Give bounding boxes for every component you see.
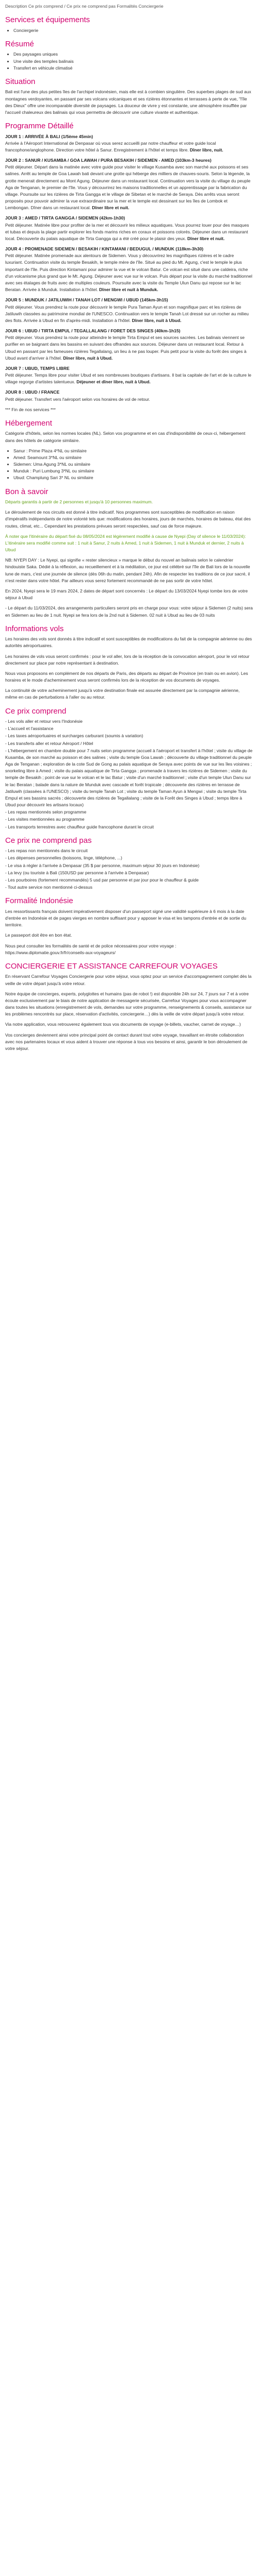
prix-ne-comprend-pas-title: Ce prix ne comprend pas: [5, 836, 92, 845]
prix-comprend-title: Ce prix comprend: [5, 706, 67, 716]
paragraph: En réservant Carrefour Voyages Conciergerie pour votre séjour, vous optez pour un service d'accompagnement complet dès la veille de votre départ jusqu'à votre retour.: [5, 974, 252, 986]
paragraph: Le passeport doit être en bon état.: [5, 933, 72, 938]
day-body: Petit déjeuner. Vous prendrez la route pour découvrir le temple Pura Taman Ayun et son magnifique parc et les rizières de Jatiluwih classées au patrimoine mondial de l'UNESCO. Continuation vers le temple Tanah Lot dressé sur un rocher au milieu des flots. Arrivée à Ubud en fin d'après-midi. Installation à l'hôtel.: [5, 304, 249, 323]
list-item: • Amed: Seamount 3*NL ou similaire: [13, 454, 253, 461]
day-2: [5, 157, 253, 211]
paragraph: Les horaires de vols vous seront confirmés : pour le vol aller, lors de la réception de la convocation aéroport, pour le vol retour directement sur place par notre représentant à destination.: [5, 653, 250, 666]
paragraph: Nous peut consulter les formalités de santé et de police nécessaires pour votre voyage : https://www.diplomatie.gouv.fr/fr/conseils-aux-voyageurs/: [5, 943, 176, 955]
programme-end-note: *** Fin de nos services ***: [5, 406, 56, 412]
situation-text: Bali est l'une des plus petites îles de l'archipel indonésien, mais elle est à combien singulière. Des superbes plages de sud aux montagnes verdoyantes, en passant par ses volcans volcaniques et ses rizières étonnantes et terrasses à perte de vue, "l'île des Dieux" offre une incomparable diversité de paysages. La douceur de vivre y est constante, une atmosphère insufflée par l'accueil chaleureux des balinais qui vous permettra de découvrir une culture vivante et authentique.: [5, 89, 251, 115]
list-item: • Conciergerie: [13, 27, 253, 34]
day-title: JOUR 3 : AMED / TIRTA GANGGA / SIDEMEN (42km-1h30): [5, 215, 125, 221]
list-item: • Sanur : Prime Plaza 4*NL ou similaire: [13, 448, 253, 454]
section-nav: Description Ce prix comprend / Ce prix ne comprend pas Formalités Conciergerie: [5, 4, 164, 9]
conciergerie-section: [5, 961, 253, 1052]
list-item: • Une visite des temples balinais: [13, 58, 253, 65]
day-6: [5, 328, 253, 362]
day-title: JOUR 6 : UBUD / TIRTA EMPUL / TEGALLALANG / FORET DES SINGES (40km-1h15): [5, 328, 181, 334]
situation-section: [5, 77, 253, 116]
list-item: - La levy (ou touriste à Bali (150USD par personne à l'arrivée à Denpasar): [5, 870, 149, 875]
bon-a-savoir-section: [5, 487, 253, 619]
paragraph: NB: NYEPI DAY : Le Nyepi, qui signifie « rester silencieux » marque le début du nouvel an balinais selon le calendrier hindouiste Saka. Dédié à la réflexion, au recueillement et à la méditation, ce jour est célébré sur l'île de Bali lors de la nouvelle lune de mars, c'est une journée de silence (dès 06h du matin, pendant 24h). Afin de respecter les traditions de ce jour sacré, il n'est rester dans votre hôtel. Par ailleurs vous serez fortement recommandé de ne pas sortir de votre hôtel.: [5, 557, 250, 583]
paragraph: À noter que l'itinéraire du départ fixé du 08/05/2024 est légèrement modifié à cause de Nyepi (Day of silence le 11/03/2024): L'itinéraire sera modifié comme suit : 1 nuit à Sanur, 2 nuits à Amed, 1 nuit à Sidemen, 1 nuit à Munduk et dernier, 2 nuits à Ubud: [5, 533, 246, 553]
paragraph: Les horaires des vols sont donnés à titre indicatif et sont susceptibles de modifications du fait de la compagnie aérienne ou des autorités aéroportuaires.: [5, 636, 252, 649]
day-body: Petit déjeuner. Matinée promenade aux alentours de Sidemen. Vous y découvrirez les magnifiques rizières et le cadre luxuriant. Continuation visite du temple Besakih, le temple mère de l'île. Situé au pied du Mt. Agung, c'est le temple le plus important de l'île. Puis direction Kintamani pour admirer la vue et le volcan Batur. Ce volcan est situé dans une caldeira, riche d'un volcanisme plus grand que le Mt. Agung. Déjeuner avec vue sur le volcan. Puis départ pour la visite du marché traditionnel avec ses étalages de fruits avec de multiples couleurs. Poursuite avec la visite du Temple Ulun Danu qui repose sur le lac Beratan. Arrivée à Munduk. Installation à l'hôtel.: [5, 253, 252, 293]
list-item: - Les transports terrestres avec chauffeur guide francophone durant le circuit: [5, 824, 154, 829]
resume-title: Résumé: [5, 39, 34, 48]
paragraph: Via notre application, vous retrouverez également tous vos documents de voyage (e-billets, vaucher, carnet de voyage…): [5, 1022, 241, 1027]
paragraph: Vos concierges deviennent ainsi votre principal point de contact durant tout votre voyage, travaillant en étroite collaboration avec nos partenaires locaux et vous aident à trouver une réponse à tous vos besoins et ainsi, garantir le bon déroulement de votre séjour.: [5, 1032, 248, 1051]
resume-list: [5, 51, 253, 72]
day-body: Petit déjeuner. Vous prendrez la route pour atteindre le temple Tirta Empul et ses sources sacrées. Les balinais viennent se purifier en se baignant dans les bassins en suivant des offrandes aux sources. Déjeuner dans un restaurant local. Retour à Ubud en passant par les fameuses rizières Tegallalang, un lieu à ne pas louper. Puis petit pour la visite du forêt des singes à Ubud avant d'arriver à l'hôtel.: [5, 335, 247, 361]
day-7: [5, 365, 253, 386]
day-title: JOUR 2 : SANUR / KUSAMBA / GOA LAWAH / PURA BESAKIH / SIDEMEN - AMED (103km-3 heures): [5, 158, 212, 163]
day-title: JOUR 8 : UBUD / FRANCE: [5, 389, 60, 395]
formalite-section: [5, 896, 253, 956]
list-item: - Les taxes aéroportuaires et surcharges carburant (soumis à variation): [5, 733, 143, 739]
conciergerie-title: CONCIERGERIE ET ASSISTANCE CARREFOUR VOYAGES: [5, 961, 218, 971]
list-item: - Les transferts aller et retour Aéroport / Hôtel: [5, 740, 93, 746]
paragraph: Nous vous proposons en complément de nos départs de Paris, des départs au départ de Province (en train ou en avion). Les horaires et le mode d'acheminement vous seront confirmés lors de la réception de vos documents de voyages.: [5, 670, 248, 683]
resume-section: [5, 39, 253, 72]
hebergement-section: [5, 418, 253, 482]
hebergement-title: Hébergement: [5, 418, 52, 428]
list-item: - Les pourboires (fortement recommandés) 5 usd par personne et par jour pour le chauffeur & guide: [5, 877, 199, 883]
paragraph: - Le départ du 11/03/2024, des arrangements particuliers seront pris en charge pour vous: votre séjour à Sidemen (2 nuits) sera en Sidemen au lieu de 1 nuit. Nyepi se fera lors de la 2nd nuit à Sidemen. 02 nuit à Ubud au lieu de 03 nuits: [5, 605, 253, 618]
paragraph: La continuité de votre acheminement jusqu'à votre destination finale est assurée directement par la compagnie aérienne, même en cas de perturbations à l'aller ou au retour.: [5, 688, 240, 700]
departure-highlight: Départs garantis à partir de 2 personnes et jusqu'à 10 personnes maximum.: [5, 499, 153, 505]
services-list: [5, 27, 253, 34]
day-title: JOUR 1 : ARRIVÉE À BALI (1/5ème 45min): [5, 133, 93, 139]
services-section: [5, 15, 253, 34]
prix-ne-comprend-pas-section: [5, 836, 253, 891]
day-body: Petit déjeuner. Transfert vers l'aéroport selon vos horaires de vol de retour.: [5, 396, 150, 402]
list-item: - L'accueil et l'assistance: [5, 726, 54, 732]
bon-a-savoir-title: Bon à savoir: [5, 487, 49, 496]
list-item: - Tout autre service non mentionné ci-dessus: [5, 885, 92, 890]
paragraph: En 2024, Nyepi sera le 19 mars 2024, 2 dates de départ sont concernés : Le départ du 13/03/2024 Nyepi tombe lors de votre séjour à Ubud: [5, 588, 248, 601]
list-item: - Les repas non mentionnés dans le circuit: [5, 848, 88, 854]
day-8: [5, 389, 253, 402]
day-body: Petit déjeuner. Matinée libre pour profiter de la mer et découvrir les milieux aquatiques. Vous pourrez louer pour des masques et tubas et depuis la plage partir explorer les fonds marins riches en coraux et poissons colorés. Déjeuner dans un restaurant local. Découverte du palais aquatique de Tirta Gangga qui a été créé pour le plaisir des yeux.: [5, 222, 249, 241]
hebergement-text: Catégorie d'hôtels, selon les normes locales (NL). Selon vos programme et en cas d'indisponibilité de ceux-ci, hébergement dans des hôtels de catégorie similaire.: [5, 431, 246, 443]
list-item: • Ubud: Champlung Sari 3* NL ou similaire: [13, 474, 253, 481]
situation-title: Situation: [5, 77, 36, 86]
list-item: - Les vols aller et retour vers l'Indonésie: [5, 719, 83, 724]
paragraph: Le déroulement de nos circuits est donné à titre indicatif. Nos programmes sont susceptibles de modification en raison d'impératifs indépendants de notre volonté tels que: modifications des horaires, jours de marchés, horaires de bateau, état des routes, climat, etc... Cependant les prestations prévues seront respectées, sauf cas de force majeure.: [5, 510, 251, 529]
list-item: - Les visites mentionnées au programme: [5, 817, 85, 822]
prix-comprend-section: [5, 706, 253, 831]
paragraph: Notre équipe de concierges, experts, polyglottes et humains (pas de robot !) est disponible 24h sur 24, 7 jours sur 7 et à votre écoute exclusivement par le biais de notre application de messagerie sécurisée, Carrefour Voyages pour vous accompagner dans toutes les situations (enregistrement de vols, demandes sur votre programme, renseignements & conseils, assistance sur les problèmes rencontrés sur place, réservation d'activités, conciergerie…) dès la veille de votre départ jusqu'à votre retour.: [5, 991, 252, 1017]
day-body: Petit déjeuner. Temps libre pour visiter Ubud et ses nombreuses boutiques d'artisans. Il bat la capitale de l'art et de la culture le village regorge d'artistes talentueux.: [5, 372, 251, 385]
formalite-title: Formalité Indonésie: [5, 896, 73, 906]
programme-section: [5, 121, 253, 413]
informations-title: Informations vols: [5, 624, 64, 633]
list-item: • Des paysages uniques: [13, 51, 253, 58]
day-end: Dîner libre et nuit.: [92, 205, 130, 211]
day-end: Déjeuner et dîner libre, nuit à Ubud.: [76, 379, 151, 385]
day-3: [5, 215, 253, 242]
day-title: JOUR 4 : PROMENADE SIDEMEN / BESAKIH / KINTAMANI / BEDUGUL / MUNDUK (118km-3h30): [5, 246, 204, 252]
list-item: - L'hébergement en chambre double pour 7 nuits selon programme (accueil à l'aéroport et transfert à l'hôtel ; visite du village de Kusamba, de son marché au poisson et des salines ; visite du temple Goa Lawah ; découverte du village traditionnel du peuple Aga de Tenganan ; exploration de la cote Sud de Gong au palais aquatique de Seraya avec points de vue sur les îles voisines ; snorkeling libre à Amed ; visite du palais aquatique de Tirta Gangga ; promenade à travers les rizières de Sidemen ; visite du temple de Besakih ; point de vue sur le volcan et le lac Batur ; visite d'un marché traditionnel ; visite d'un temple Ulun Danu sur le lac Beratan ; balade dans la nature de Munduk avec cascade et forêt tropicale ; découverte des rizières en terrasse de Jatiluwih (classées à l'UNESCO) ; visite du temple Tanah Lot ; visite du temple Taman Ayun à Mengwi ; visite du temple Tirta Empul et ses bassins sacrés ; découverte des rizières de Tegallalang ; visite de la Forêt des Singes à Ubud ; temps libre à Ubud pour découvrir les artisans locaux): [5, 748, 253, 808]
list-item: • Munduk : Puri Lumbung 3*NL ou similaire: [13, 468, 253, 474]
list-item: - Le visa à régler à l'arrivée à Denpasar (35 $ par personne, maximum séjour 30 jours en Indonésie): [5, 862, 200, 868]
day-title: JOUR 7 : UBUD, TEMPS LIBRE: [5, 365, 70, 371]
services-title: Services et équipements: [5, 15, 90, 25]
day-end: Dîner libre, nuit.: [189, 147, 223, 152]
day-4: [5, 246, 253, 293]
paragraph: Les ressortissants français doivent impérativement disposer d'un passeport signé une validité supérieure à 6 mois à la date d'entrée en Indonésie et de pages vierges en nombre suffisant pour y apposer le visa et les tampons d'entrée et de sortie du territoire.: [5, 908, 247, 928]
list-item: - Les dépenses personnelles (boissons, linge, téléphone, ...): [5, 855, 122, 861]
day-body: Arrivée à l'Aéroport International de Denpasar où vous serez accueilli par notre chauffeur et votre guide local francophone/anglophone. Direction votre hôtel à Sanur. Enregistrement à l'hôtel et temps libre.: [5, 140, 216, 152]
hotel-list: [5, 448, 253, 482]
page: [0, 0, 258, 1062]
day-end: Dîner libre et nuit.: [187, 235, 225, 241]
informations-section: [5, 624, 253, 701]
day-body: Petit déjeuner. Départ dans la matinée avec votre guide pour visiter le village Kusamba avec son marché aux poissons et ses salines. Arrêt au temple de Goa Lawah bati devant une grotte qui héberge des milliers de chauves-souris. Selon la légende, la grotte menerait directement au Mont Agung. Déjeuner dans un restaurant local. Continuation vers la visite du village du peuple Aga de Tenganan, le premier de l'île. Vous y découvrirez les maisons traditionnelles et un apprentissage par la fabrication du village. Poursuite sur les rizières de Tirta Gangga et le village de Sibetan et le marché de Seraya. Dès arrêts vous seront proposés pour pouvoir admirer la vue extraordinaire sur la mer et le temple est dessinant sur les îles de Lombok et Lembongan. Dîner dans un restaurant local.: [5, 164, 251, 211]
day-end: Dîner libre, nuit à Ubud.: [132, 317, 182, 323]
day-end: Dîner libre, nuit à Ubud.: [63, 355, 113, 361]
day-title: JOUR 5 : MUNDUK / JATILUWIH / TANAH LOT / MENGWI / UBUD (145km-3h15): [5, 297, 168, 303]
day-end: Dîner libre et nuit à Munduk.: [99, 287, 158, 293]
list-item: • Transfert en véhicule climatisé: [13, 65, 253, 72]
list-item: • Sidemen: Uma Agung 3*NL ou similaire: [13, 461, 253, 468]
list-item: - Les repas mentionnés selon programme: [5, 809, 87, 815]
programme-title: Programme Détaillé: [5, 122, 74, 131]
day-5: [5, 297, 253, 324]
day-1: [5, 133, 253, 154]
